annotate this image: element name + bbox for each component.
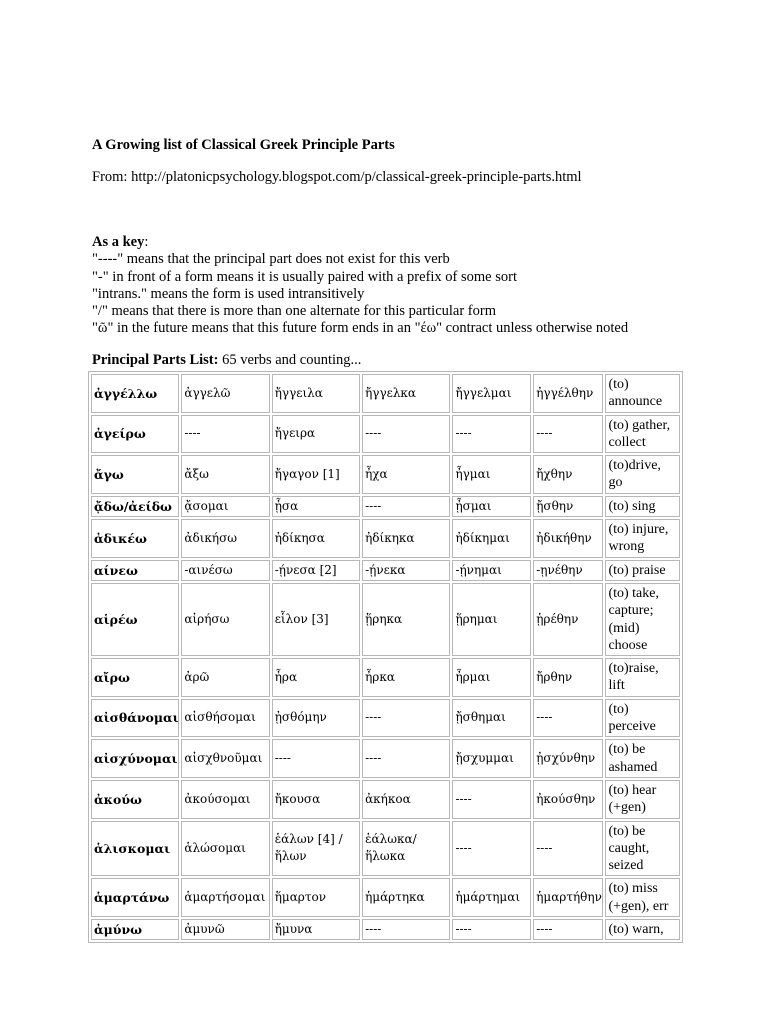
- gloss-cell: (to) injure, wrong: [605, 519, 680, 558]
- aorist-passive-cell: ἤχθην: [533, 455, 603, 494]
- table-row: [91, 455, 680, 494]
- perfect-active-cell: ----: [362, 699, 450, 738]
- aorist-cell: ἤγγειλα: [272, 374, 360, 413]
- list-note: 65 verbs and counting...: [218, 352, 362, 368]
- future-cell: ἀδικήσω: [181, 519, 269, 558]
- aorist-passive-cell: ----: [533, 415, 603, 454]
- aorist-passive-cell: ----: [533, 699, 603, 738]
- key-line: "intrans." means the form is used intransitively: [92, 285, 365, 302]
- gloss-cell: (to) warn,: [605, 919, 680, 940]
- aorist-cell: ἥμαρτον: [272, 878, 360, 917]
- gloss-cell: (to) sing: [605, 496, 680, 517]
- aorist-passive-cell: ἡμαρτήθην: [533, 878, 603, 917]
- perfect-middle-cell: ----: [452, 415, 531, 454]
- lemma-cell: ἄγω: [91, 455, 179, 494]
- perfect-middle-cell: ᾖσμαι: [452, 496, 531, 517]
- aorist-passive-cell: ἠγγέλθην: [533, 374, 603, 413]
- lemma-cell: αἱρέω: [91, 583, 179, 656]
- lemma-cell: αίνεω: [91, 560, 179, 581]
- future-cell: ἀρῶ: [181, 658, 269, 697]
- key-label: As a key: [92, 234, 145, 250]
- gloss-cell: (to) be caught, seized: [605, 821, 680, 877]
- future-cell: ἀμυνῶ: [181, 919, 269, 940]
- table-row: [91, 878, 680, 917]
- future-cell: ᾄσομαι: [181, 496, 269, 517]
- gloss-cell: (to) miss (+gen), err: [605, 878, 680, 917]
- perfect-active-cell: ----: [362, 496, 450, 517]
- table-body: [91, 374, 680, 940]
- table-row: [91, 519, 680, 558]
- table-row: [91, 821, 680, 877]
- perfect-middle-cell: ἦγμαι: [452, 455, 531, 494]
- perfect-middle-cell: ἡμάρτημαι: [452, 878, 531, 917]
- table-row: [91, 374, 680, 413]
- lemma-cell: ἀγείρω: [91, 415, 179, 454]
- perfect-active-cell: ἦρκα: [362, 658, 450, 697]
- perfect-active-cell: ----: [362, 415, 450, 454]
- perfect-active-cell: ἑάλωκα/ἥλωκα: [362, 821, 450, 877]
- future-cell: αἰσθήσομαι: [181, 699, 269, 738]
- future-cell: ἀγγελῶ: [181, 374, 269, 413]
- table-row: [91, 919, 680, 940]
- table-row: [91, 415, 680, 454]
- gloss-cell: (to) gather, collect: [605, 415, 680, 454]
- perfect-middle-cell: ᾔσχυμμαι: [452, 739, 531, 778]
- gloss-cell: (to) praise: [605, 560, 680, 581]
- table-row: [91, 496, 680, 517]
- list-heading: [92, 352, 361, 369]
- future-cell: αἰσχθνοῦμαι: [181, 739, 269, 778]
- aorist-passive-cell: ἤρθην: [533, 658, 603, 697]
- lemma-cell: ᾄδω/ἀείδω: [91, 496, 179, 517]
- aorist-cell: εἷλον [3]: [272, 583, 360, 656]
- gloss-cell: (to) be ashamed: [605, 739, 680, 778]
- aorist-cell: ἤγαγον [1]: [272, 455, 360, 494]
- gloss-cell: (to)raise, lift: [605, 658, 680, 697]
- lemma-cell: αἴρω: [91, 658, 179, 697]
- perfect-middle-cell: ᾕρημαι: [452, 583, 531, 656]
- aorist-passive-cell: ᾑρέθην: [533, 583, 603, 656]
- future-cell: ----: [181, 415, 269, 454]
- table-row: [91, 658, 680, 697]
- perfect-middle-cell: ἦρμαι: [452, 658, 531, 697]
- perfect-middle-cell: ᾔσθημαι: [452, 699, 531, 738]
- table-row: [91, 780, 680, 819]
- principal-parts-table: [88, 371, 683, 943]
- key-line: "----" means that the principal part does not exist for this verb: [92, 251, 450, 268]
- lemma-cell: ἁμαρτάνω: [91, 878, 179, 917]
- aorist-passive-cell: -ῃνέθην: [533, 560, 603, 581]
- gloss-cell: (to) perceive: [605, 699, 680, 738]
- gloss-cell: (to) announce: [605, 374, 680, 413]
- lemma-cell: αἰσθάνομαι: [91, 699, 179, 738]
- aorist-cell: ἤκουσα: [272, 780, 360, 819]
- gloss-cell: (to)drive, go: [605, 455, 680, 494]
- document-title: A Growing list of Classical Greek Principle Parts: [92, 137, 395, 153]
- aorist-cell: ἤγειρα: [272, 415, 360, 454]
- aorist-passive-cell: ----: [533, 821, 603, 877]
- lemma-cell: αἰσχύνομαι: [91, 739, 179, 778]
- key-line: "-" in front of a form means it is usually paired with a prefix of some sort: [92, 268, 517, 285]
- perfect-active-cell: ἠδίκηκα: [362, 519, 450, 558]
- key-line: "/" means that there is more than one alternate for this particular form: [92, 303, 496, 320]
- future-cell: αἱρήσω: [181, 583, 269, 656]
- perfect-middle-cell: ----: [452, 821, 531, 877]
- future-cell: ἁμαρτήσομαι: [181, 878, 269, 917]
- future-cell: -αινέσω: [181, 560, 269, 581]
- perfect-middle-cell: -ῄνημαι: [452, 560, 531, 581]
- key-line: "ῶ" in the future means that this future form ends in an "έω" contract unless otherwise noted: [92, 320, 629, 337]
- aorist-cell: -ῄνεσα [2]: [272, 560, 360, 581]
- key-section: [92, 234, 628, 338]
- list-label: Principal Parts List:: [92, 352, 219, 368]
- aorist-passive-cell: ----: [533, 919, 603, 940]
- table-row: [91, 583, 680, 656]
- perfect-middle-cell: ἠδίκημαι: [452, 519, 531, 558]
- aorist-passive-cell: ᾔσθην: [533, 496, 603, 517]
- source-line: From: http://platonicpsychology.blogspot.com/p/classical-greek-principle-parts.html: [92, 169, 582, 185]
- lemma-cell: ἀμύνω: [91, 919, 179, 940]
- perfect-active-cell: ἦχα: [362, 455, 450, 494]
- lemma-cell: ἀκούω: [91, 780, 179, 819]
- aorist-cell: ἤμυνα: [272, 919, 360, 940]
- aorist-cell: ᾐσθόμην: [272, 699, 360, 738]
- aorist-cell: ἦρα: [272, 658, 360, 697]
- perfect-active-cell: ᾕρηκα: [362, 583, 450, 656]
- key-heading: [92, 234, 628, 251]
- perfect-active-cell: ----: [362, 739, 450, 778]
- table-row: [91, 560, 680, 581]
- gloss-cell: (to) hear (+gen): [605, 780, 680, 819]
- aorist-cell: ----: [272, 739, 360, 778]
- perfect-active-cell: ἡμάρτηκα: [362, 878, 450, 917]
- future-cell: ἀκούσομαι: [181, 780, 269, 819]
- lemma-cell: ἀγγέλλω: [91, 374, 179, 413]
- aorist-cell: ἠδίκησα: [272, 519, 360, 558]
- table-row: [91, 699, 680, 738]
- lemma-cell: ἀδικέω: [91, 519, 179, 558]
- perfect-active-cell: -ῄνεκα: [362, 560, 450, 581]
- aorist-passive-cell: ᾐσχύνθην: [533, 739, 603, 778]
- perfect-active-cell: ἤγγελκα: [362, 374, 450, 413]
- perfect-middle-cell: ----: [452, 919, 531, 940]
- table-row: [91, 739, 680, 778]
- perfect-middle-cell: ----: [452, 780, 531, 819]
- aorist-passive-cell: ἠκούσθην: [533, 780, 603, 819]
- key-colon: :: [144, 234, 149, 250]
- aorist-cell: ᾖσα: [272, 496, 360, 517]
- perfect-active-cell: ἀκήκοα: [362, 780, 450, 819]
- aorist-passive-cell: ἠδικήθην: [533, 519, 603, 558]
- lemma-cell: ἁλισκομαι: [91, 821, 179, 877]
- aorist-cell: ἑάλων [4] / ἥλων: [272, 821, 360, 877]
- future-cell: ἁλώσομαι: [181, 821, 269, 877]
- perfect-middle-cell: ἤγγελμαι: [452, 374, 531, 413]
- gloss-cell: (to) take, capture; (mid) choose: [605, 583, 680, 656]
- future-cell: ἄξω: [181, 455, 269, 494]
- perfect-active-cell: ----: [362, 919, 450, 940]
